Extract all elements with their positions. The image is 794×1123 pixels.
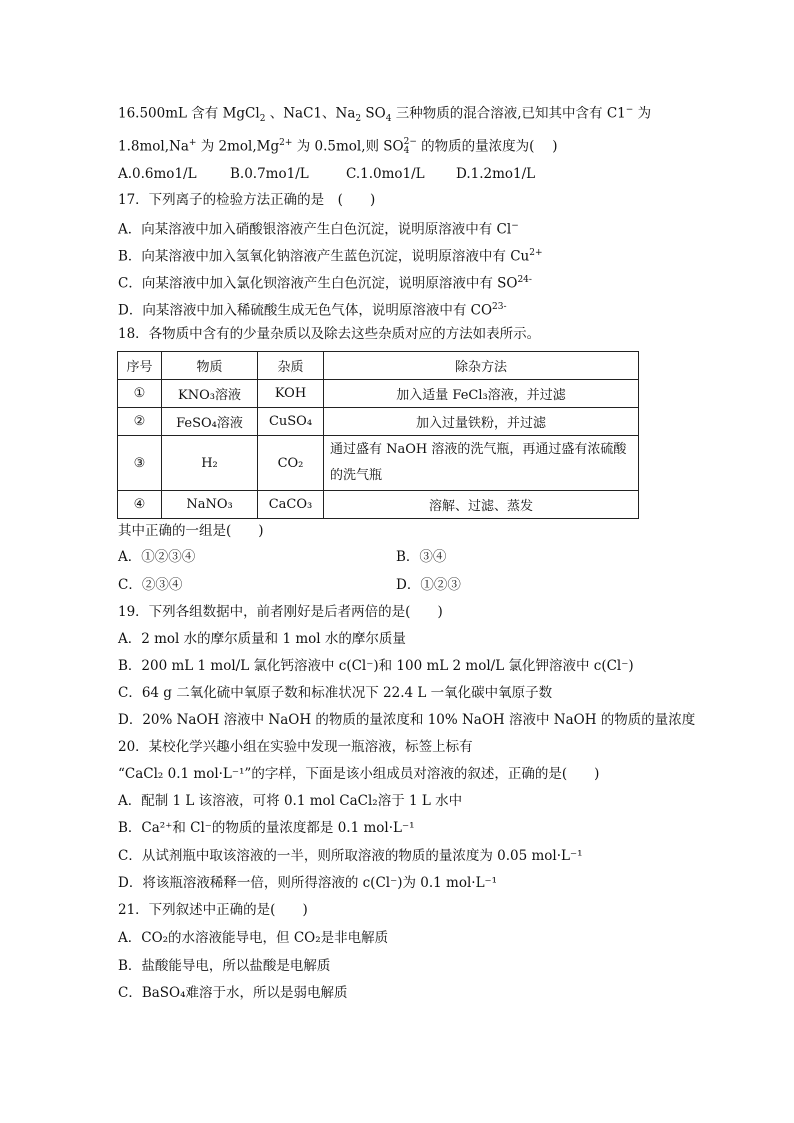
q16-option-c: C.1.0mo1/L [346, 166, 425, 182]
q20-option-c: C．从试剂瓶中取该溶液的一半，则所取溶液的物质的量浓度为 0.05 mol·L⁻¹ [118, 848, 583, 864]
q18-stem: 18．各物质中含有的少量杂质以及除去这些杂质对应的方法如表所示。 [118, 326, 541, 342]
row-impurity: KOH [258, 380, 324, 408]
q19-option-c: C．64 g 二氧化硫中氧原子数和标准状况下 22.4 L 一氧化碳中氧原子数 [118, 685, 553, 701]
row-substance: NaNO₃ [162, 491, 258, 519]
q20-option-b: B．Ca²⁺和 Cl⁻的物质的量浓度都是 0.1 mol·L⁻¹ [118, 820, 415, 836]
q17-stem: 17．下列离子的检验方法正确的是 ( ) [118, 192, 376, 208]
q18-option-c: C．②③④ [118, 577, 183, 593]
q18-option-a: A．①②③④ [118, 549, 196, 565]
table-row [118, 408, 639, 436]
table-row [118, 491, 639, 519]
q18-after: 其中正确的一组是( ) [118, 523, 264, 539]
q17-option-c: C．向某溶液中加入氯化钡溶液产生白色沉淀，说明原溶液中有 $SO^{24-}$ [118, 275, 532, 292]
table-row [118, 380, 639, 408]
header-cell: 物质 [162, 352, 258, 380]
q19-option-a: A．2 mol 水的摩尔质量和 1 mol 水的摩尔质量 [118, 631, 406, 647]
q19-option-b: B．200 mL 1 mol/L 氯化钙溶液中 c(Cl⁻)和 100 mL 2 mol/L 氯化钾溶液中 c(Cl⁻) [118, 658, 634, 674]
q20-option-a: A．配制 1 L 该溶液，可将 0.1 mol CaCl₂溶于 1 L 水中 [118, 793, 463, 809]
q21-stem: 21．下列叙述中正确的是( ) [118, 902, 308, 918]
row-method: 溶解、过滤、蒸发 [324, 491, 639, 519]
table-row [118, 436, 639, 491]
header-cell: 杂质 [258, 352, 324, 380]
row-number: ② [118, 408, 162, 436]
table-header-row [118, 352, 639, 380]
q16-line2: 1.8mol,Na+ 为 $2mol,Mg^{2+}$ 为 0.5mol,则 SO2− 4 的物质的量浓度为( ) [118, 137, 558, 156]
q20-stem-line2: “CaCl₂ 0.1 mol·L⁻¹”的字样，下面是该小组成员对溶液的叙述，正确的是( ) [118, 766, 600, 782]
row-impurity: CuSO₄ [258, 408, 324, 436]
row-impurity: CO₂ [258, 436, 324, 491]
header-cell: 除杂方法 [324, 352, 639, 380]
q18-option-b: B．③④ [396, 549, 447, 565]
q21-option-a: A．CO₂的水溶液能导电，但 CO₂是非电解质 [118, 930, 389, 946]
q17-option-d: D．向某溶液中加入稀硫酸生成无色气体，说明原溶液中有 $CO^{23-}$ [118, 302, 507, 319]
q17-option-a: A．向某溶液中加入硝酸银溶液产生白色沉淀，说明原溶液中有 Cl− [118, 221, 519, 238]
header-cell: 序号 [118, 352, 162, 380]
row-method: 加入适量 FeCl₃溶液，并过滤 [324, 380, 639, 408]
q19-option-d: D．20% NaOH 溶液中 NaOH 的物质的量浓度和 10% NaOH 溶液中 NaOH 的物质的量浓度 [118, 712, 696, 728]
row-impurity: CaCO₃ [258, 491, 324, 519]
row-number: ④ [118, 491, 162, 519]
q16-option-d: D.1.2mo1/L [456, 166, 536, 182]
row-number: ① [118, 380, 162, 408]
q16-option-b: B.0.7mo1/L [230, 166, 309, 182]
impurity-table [117, 351, 639, 519]
q17-option-b: B．向某溶液中加入氢氧化钠溶液产生蓝色沉淀，说明原溶液中有 $Cu^{2+}$ [118, 248, 543, 265]
q21-option-b: B．盐酸能导电，所以盐酸是电解质 [118, 958, 331, 974]
q21-option-c: C．BaSO₄难溶于水，所以是弱电解质 [118, 985, 348, 1001]
q20-option-d: D．将该瓶溶液稀释一倍，则所得溶液的 c(Cl⁻)为 0.1 mol·L⁻¹ [118, 875, 498, 891]
row-method: 加入过量铁粉，并过滤 [324, 408, 639, 436]
row-method: 通过盛有 NaOH 溶液的洗气瓶，再通过盛有浓硫酸的洗气瓶 [324, 436, 639, 491]
q16-line1: 16.500mL 含有 MgCl$_2$ 、NaC1、$Na_2$ $SO_4$ 三种物质的混合溶液,已知其中含有 C1− 为 [118, 105, 652, 125]
row-substance: KNO₃溶液 [162, 380, 258, 408]
row-substance: H₂ [162, 436, 258, 491]
row-substance: FeSO₄溶液 [162, 408, 258, 436]
q18-option-d: D．①②③ [396, 577, 461, 593]
q19-stem: 19．下列各组数据中，前者刚好是后者两倍的是( ) [118, 604, 443, 620]
q16-option-a: A.0.6mo1/L [118, 166, 197, 182]
row-number: ③ [118, 436, 162, 491]
q20-stem-line1: 20．某校化学兴趣小组在实验中发现一瓶溶液，标签上标有 [118, 739, 473, 755]
